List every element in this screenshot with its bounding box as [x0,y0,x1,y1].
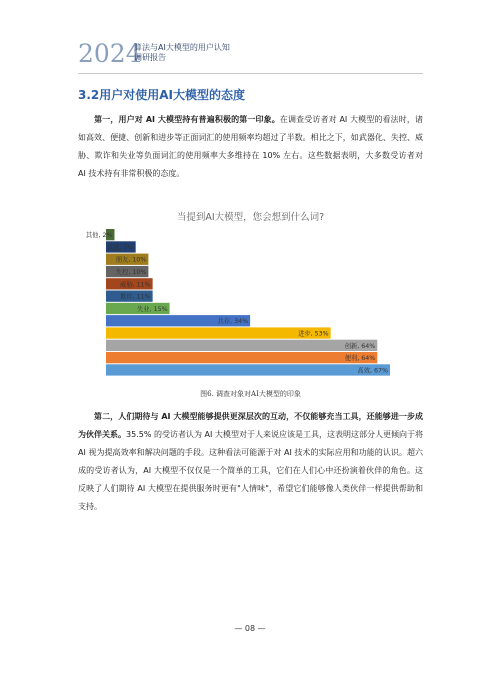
bar-9 [106,340,377,351]
bar-label-7: 共存, 34% [217,318,249,326]
header-year: 2024 [78,39,142,68]
bar-label-9: 创新, 64% [344,342,376,350]
header-title-line1: 算法与AI大模型的用户认知 [134,43,230,52]
paragraph-2 [78,408,423,516]
bar-label-10: 便利, 64% [344,355,376,363]
bar-label-6: 失业, 15% [136,305,168,313]
section-title: 3.2用户对使用AI大模型的态度 [78,88,246,102]
bar-label-2: 朋友, 10% [115,256,147,264]
paragraph-1-text: 在调查受访者对 AI 大模型的看法时，诸如高效、便捷、创新和进步等正面词汇的使用频率均超过了半数。相比之下，如武器化、失控、威胁、欺诈和失业等负面词汇的使用频率大多维持在 10% 左右。这些数据表明，大多数受访者对 AI 技术持有非常积极的态度。 [78,115,423,178]
figure-caption: 图6. 调查对象对AI大模型的印象 [200,390,301,398]
bar-10 [106,352,377,363]
bar-label-8: 进步, 53% [298,330,329,338]
bar-label-3: 失控, 10% [115,268,147,276]
paragraph-1-lead: 第一，用户对 AI 大模型持有普遍积极的第一印象。 [94,115,280,124]
bar-label-4: 威胁, 11% [120,281,151,289]
bar-label-0: 其他, 2% [85,232,113,240]
bar-label-1: 武器, 7% [107,244,134,252]
bar-label-11: 高效, 67% [357,367,388,375]
page-number: — 08 — [234,624,266,633]
paragraph-2-lead: 第二，人们期待与 AI 大模型能够提供更深层次的互动，不仅能够充当工具，还能够进一步成为伙伴关系。 [78,412,423,439]
chart-title: 当提到AI大模型，您会想到什么词? [176,212,325,223]
paragraph-2-text: 35.5% 的受访者认为 AI 大模型对于人来说应该是工具，这表明这部分人更倾向于将 AI 视为提高效率和解决问题的手段。这种看法可能源于对 AI 技术的实际应用和功能的认识。超六成的受访者认为，AI 大模型不仅仅是一个简单的工具，它们在人们心中还扮演着伙伴的角色。这反映了人们期待 AI 大模型在提供服务时更有"人情味"，希望它们能够像人类伙伴一样提供帮助和支持。 [78,430,424,511]
header-title-line2: 调研报告 [134,53,166,62]
bar-11 [106,364,390,375]
bar-label-5: 欺诈, 11% [120,293,151,301]
bar-8 [106,327,331,338]
